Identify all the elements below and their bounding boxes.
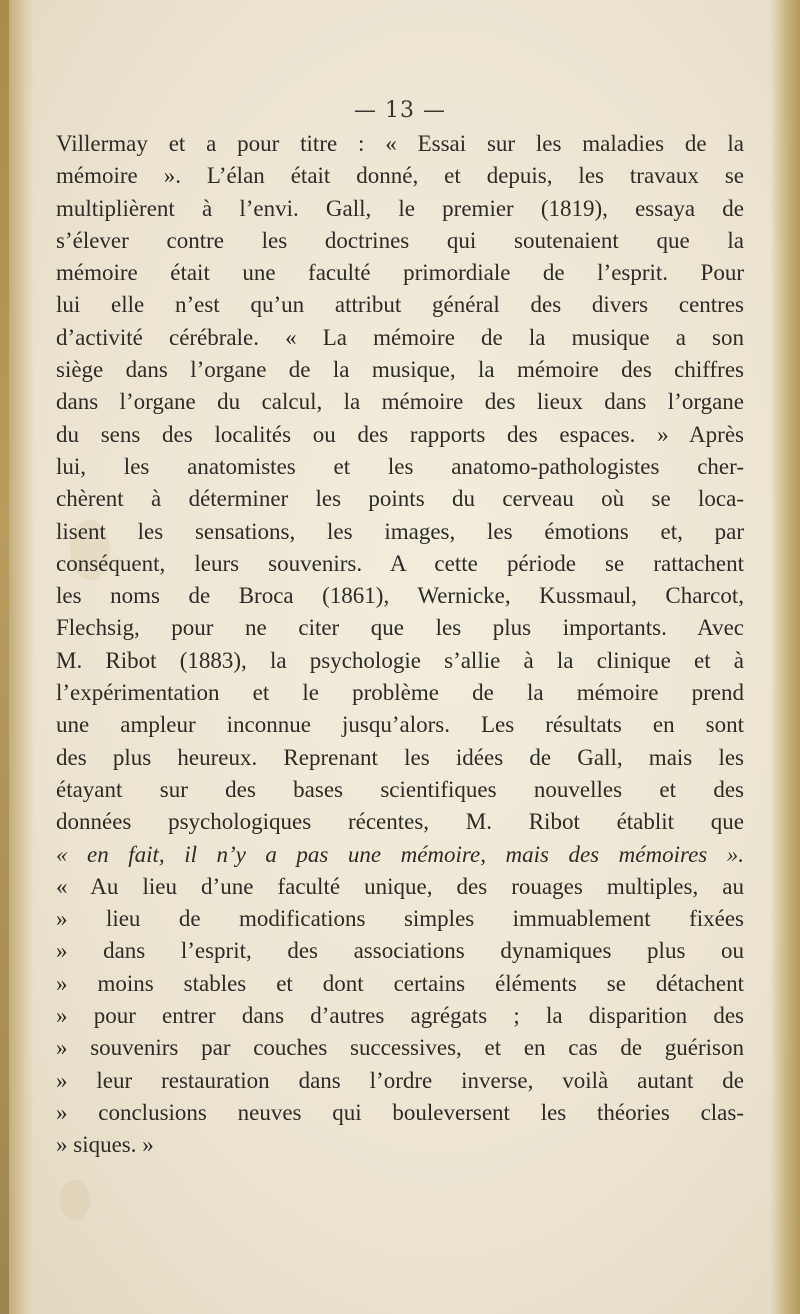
text-line: » moins stables et dont certains éléments se détachent [56,970,744,996]
text-line: » lieu de modifications simples immuablement fixées [56,906,744,932]
text-line: dans l’organe du calcul, la mémoire des lieux dans l’organe [56,389,744,415]
text-line: du sens des localités ou des rapports des espaces. » Après [56,421,744,447]
text-line: étayant sur des bases scientifiques nouvelles et des [56,776,744,802]
text-line: » pour entrer dans d’autres agrégats ; la disparition des [56,1003,744,1029]
text-line-quote-italic: « en fait, il n’y a pas une mémoire, mais des mémoires ». [56,841,744,867]
text-line: d’activité cérébrale. « La mémoire de la musique a son [56,324,744,350]
page-left-edge-shadow [0,0,34,1314]
text-line: chèrent à déterminer les points du cerveau où se loca- [56,486,744,512]
text-line: l’expérimentation et le problème de la mémoire prend [56,680,744,706]
body-text [56,128,744,1162]
text-line: les noms de Broca (1861), Wernicke, Kussmaul, Charcot, [56,583,744,609]
page-number: — 13 — [354,98,446,123]
text-line: mémoire ». L’élan était donné, et depuis, les travaux se [56,163,744,189]
text-line: » conclusions neuves qui bouleversent les théories clas- [56,1099,744,1125]
text-line: des plus heureux. Reprenant les idées de Gall, mais les [56,744,744,770]
text-line: Flechsig, pour ne citer que les plus importants. Avec [56,615,744,641]
page-binding-edge [0,0,9,1314]
text-line: une ampleur inconnue jusqu’alors. Les résultats en sont [56,712,744,738]
text-line: s’élever contre les doctrines qui soutenaient que la [56,227,744,253]
text-line: mémoire était une faculté primordiale de l’esprit. Pour [56,260,744,286]
text-line: conséquent, leurs souvenirs. A cette période se rattachent [56,550,744,576]
text-line: multiplièrent à l’envi. Gall, le premier (1819), essaya de [56,195,744,221]
text-line: données psychologiques récentes, M. Ribot établit que [56,809,744,835]
text-line: « Au lieu d’une faculté unique, des rouages multiples, au [56,873,744,899]
page-right-edge-shadow [770,0,800,1314]
text-line: » souvenirs par couches successives, et en cas de guérison [56,1035,744,1061]
text-line: Villermay et a pour titre : « Essai sur les maladies de la [56,131,744,156]
paper-stain [60,1180,90,1220]
text-line: » dans l’esprit, des associations dynamiques plus ou [56,938,744,964]
text-line-last: » siques. » [56,1132,154,1158]
text-line: lui elle n’est qu’un attribut général des divers centres [56,292,744,318]
text-line: lui, les anatomistes et les anatomo-pathologistes cher- [56,453,744,479]
text-line: M. Ribot (1883), la psychologie s’allie à la clinique et à [56,647,744,673]
text-line: » leur restauration dans l’ordre inverse, voilà autant de [56,1067,744,1093]
text-line: lisent les sensations, les images, les émotions et, par [56,518,744,544]
text-line: siège dans l’organe de la musique, la mémoire des chiffres [56,357,744,383]
